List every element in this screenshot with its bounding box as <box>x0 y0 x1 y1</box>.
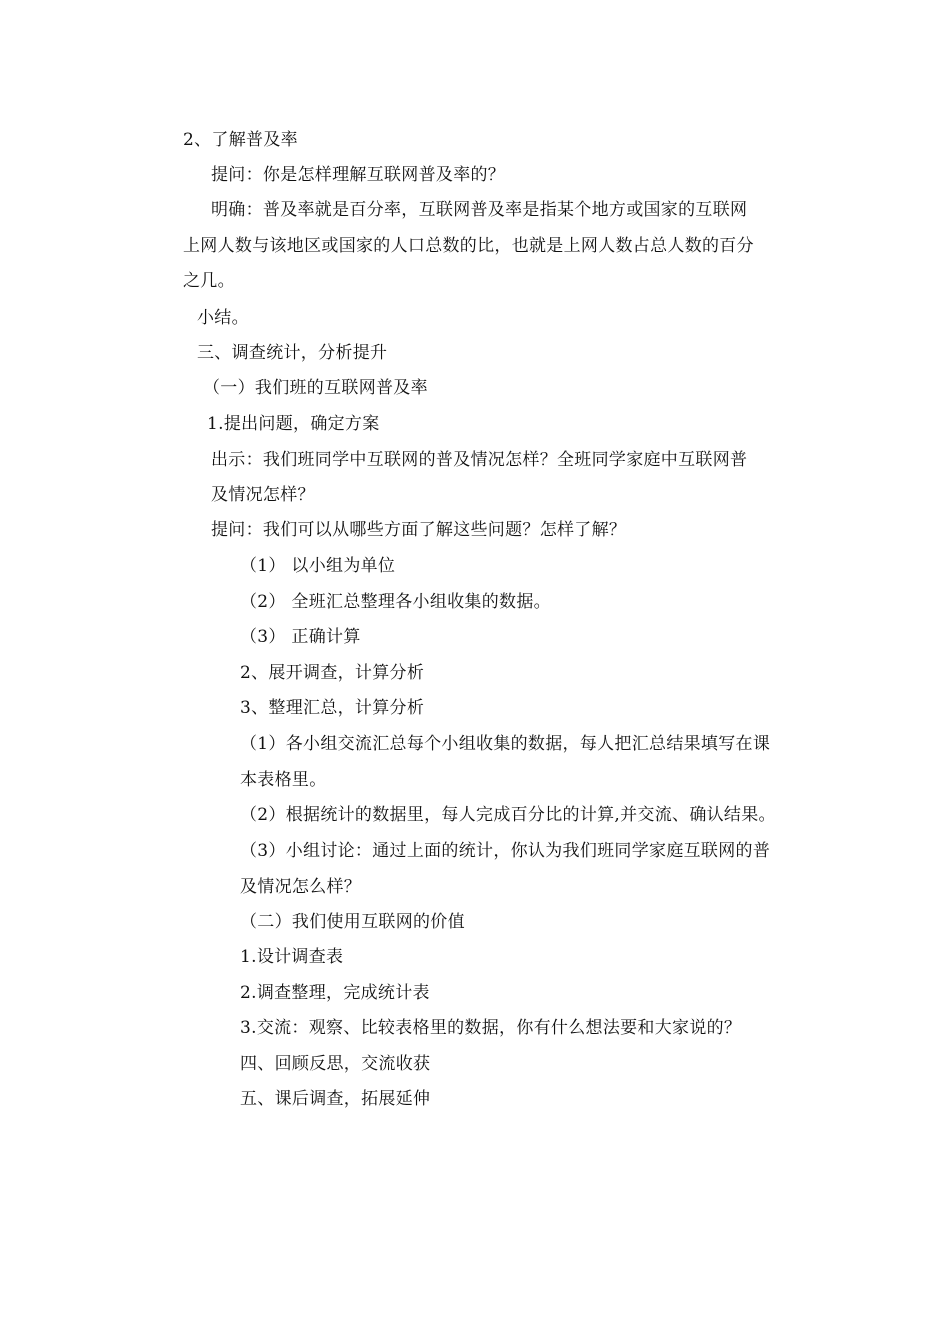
section-five-heading: 五、课后调查，拓展延伸 <box>240 1089 431 1109</box>
ask-question-text: 提问：我们可以从哪些方面了解这些问题？怎样了解？ <box>211 520 627 540</box>
step-1-heading: 1.提出问题，确定方案 <box>207 414 380 434</box>
section-three-heading: 三、调查统计，分析提升 <box>197 343 388 363</box>
step-2-heading: 2、展开调查，计算分析 <box>240 663 425 683</box>
list-item-1: （1） 以小组为单位 <box>240 556 396 576</box>
subsection-one-heading: （一）我们班的互联网普及率 <box>203 378 428 398</box>
question-text: 提问：你是怎样理解互联网普及率的？ <box>211 165 506 185</box>
step-3-heading: 3、整理汇总，计算分析 <box>240 698 425 718</box>
heading-understand-rate: 2、了解普及率 <box>183 130 298 150</box>
definition-line-3: 之几。 <box>183 271 235 291</box>
definition-line-1: 明确：普及率就是百分率，互联网普及率是指某个地方或国家的互联网 <box>211 200 748 220</box>
summary-item-1-line-1: （1）各小组交流汇总每个小组收集的数据，每人把汇总结果填写在课 <box>240 734 771 754</box>
summary-item-3-line-2: 及情况怎么样？ <box>240 877 362 897</box>
definition-line-2: 上网人数与该地区或国家的人口总数的比，也就是上网人数占总人数的百分 <box>183 236 754 256</box>
value-step-3: 3.交流：观察、比较表格里的数据，你有什么想法要和大家说的？ <box>240 1018 742 1038</box>
subsection-two-heading: （二）我们使用互联网的价值 <box>240 912 465 932</box>
summary-item-2: （2）根据统计的数据里，每人完成百分比的计算,并交流、确认结果。 <box>240 805 776 825</box>
list-item-3: （3） 正确计算 <box>240 627 361 647</box>
section-four-heading: 四、回顾反思，交流收获 <box>240 1054 431 1074</box>
summary-item-1-line-2: 本表格里。 <box>240 770 327 790</box>
show-question-line-2: 及情况怎样？ <box>211 485 315 505</box>
show-question-line-1: 出示：我们班同学中互联网的普及情况怎样？全班同学家庭中互联网普 <box>211 450 748 470</box>
list-item-2: （2） 全班汇总整理各小组收集的数据。 <box>240 592 551 612</box>
summary-item-3-line-1: （3）小组讨论：通过上面的统计，你认为我们班同学家庭互联网的普 <box>240 841 771 861</box>
summary-text: 小结。 <box>197 308 249 328</box>
value-step-1: 1.设计调查表 <box>240 947 344 967</box>
value-step-2: 2.调查整理，完成统计表 <box>240 983 430 1003</box>
